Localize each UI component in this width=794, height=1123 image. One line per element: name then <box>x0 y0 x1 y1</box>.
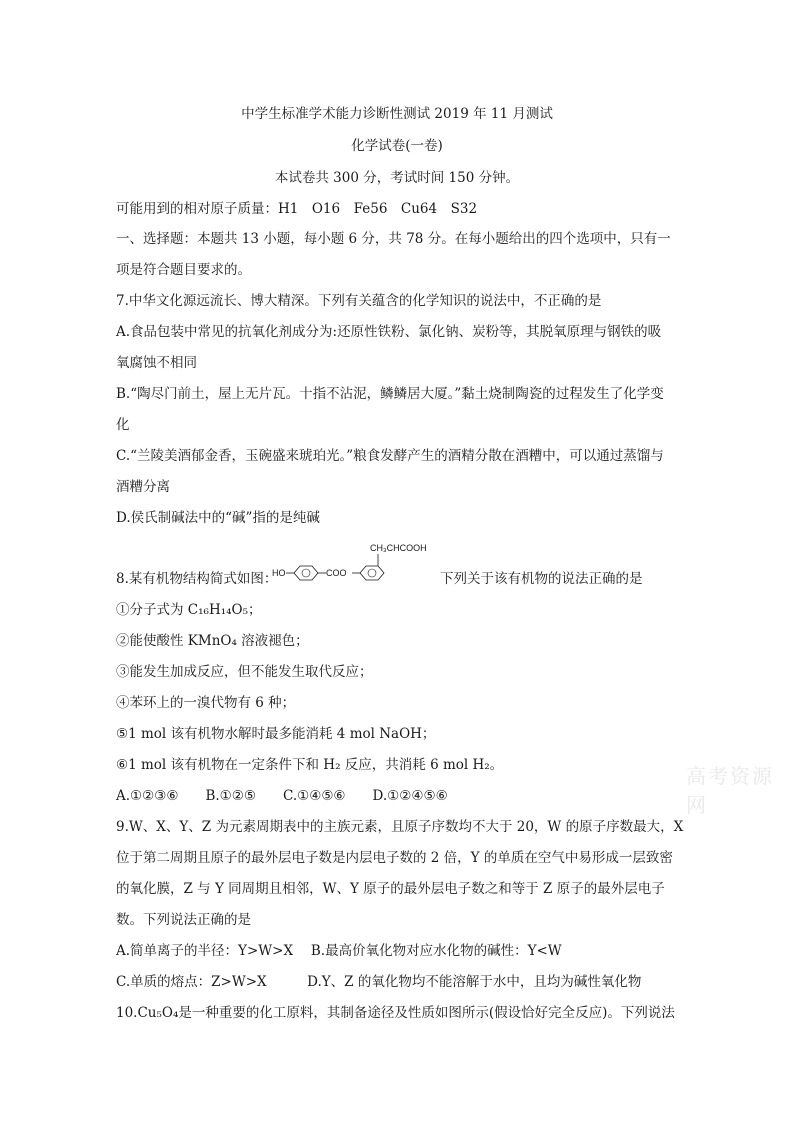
benzene-ring-right <box>360 566 384 580</box>
side-chain-label: CH₃CHCOOH <box>370 543 427 553</box>
ester-group-label: COO <box>326 568 347 578</box>
q7-option-a-1: A.食品包装中常见的抗氧化剂成分为:还原性铁粉、氯化钠、炭粉等，其脱氧原理与钢铁的吸 <box>116 324 662 340</box>
q7-option-b-2: 化 <box>116 417 130 433</box>
q8-options: A.①②③⑥ B.①②⑤ C.①④⑤⑥ D.①②④⑤⑥ <box>116 788 448 804</box>
q8-statement-1: ①分子式为 C₁₆H₁₄O₅； <box>116 602 262 618</box>
watermark: 高考资源网 <box>686 764 774 817</box>
q8-stem-before: 8.某有机物结构简式如图： <box>116 571 278 587</box>
q8-statement-3: ③能发生加成反应，但不能发生取代反应； <box>116 664 373 680</box>
exam-subtitle: 化学试卷(一卷) <box>351 138 443 154</box>
q9-stem-2: 位于第二周期且原子的最外层电子数是内层电子数的 2 倍，Y 的单质在空气中易形成一层致密 <box>116 850 673 866</box>
benzene-ring-left <box>294 566 318 580</box>
q9-stem-4: 数。下列说法正确的是 <box>116 912 251 928</box>
q7-option-c-1: C.“兰陵美酒郁金香，玉碗盛来琥珀光。”粮食发酵产生的酒精分散在酒糟中，可以通过蒸馏与 <box>116 448 664 464</box>
q9-options-ab: A.简单离子的半径：Y>W>X B.最高价氧化物对应水化物的碱性：Y<W <box>116 943 562 959</box>
section-instruction-2: 项是符合题目要求的。 <box>116 262 251 278</box>
exam-title: 中学生标准学术能力诊断性测试 2019 年 11 月测试 <box>241 106 553 122</box>
q7-option-c-2: 酒糟分离 <box>116 479 170 495</box>
q9-options-cd: C.单质的熔点：Z>W>X D.Y、Z 的氧化物均不能溶解于水中，且均为碱性氧化物 <box>116 974 642 990</box>
q7-option-b-1: B.“陶尽门前土，屋上无片瓦。十指不沾泥，鳞鳞居大厦。”黏土烧制陶瓷的过程发生了化学变 <box>116 386 664 402</box>
q9-stem-1: 9.W、X、Y、Z 为元素周期表中的主族元素，且原子序数均不大于 20，W 的原子序数最大，X <box>116 819 684 835</box>
q8-statement-4: ④苯环上的一溴代物有 6 种； <box>116 695 296 711</box>
q8-statement-6: ⑥1 mol 该有机物在一定条件下和 H₂ 反应，共消耗 6 mol H₂。 <box>116 757 504 773</box>
ho-group-label: HO <box>272 568 286 578</box>
q10-stem-1: 10.Cu₅O₄是一种重要的化工原料，其制备途径及性质如图所示(假设恰好完全反应)。下列说法 <box>116 1005 675 1021</box>
q8-stem-after: 下列关于该有机物的说法正确的是 <box>440 571 643 587</box>
exam-info: 本试卷共 300 分，考试时间 150 分钟。 <box>274 170 520 186</box>
q7-stem: 7.中华文化源远流长、博大精深。下列有关蕴含的化学知识的说法中，不正确的是 <box>116 293 602 309</box>
q8-statement-2: ②能使酸性 KMnO₄ 溶液褪色； <box>116 633 309 649</box>
atomic-masses: 可能用到的相对原子质量：H1 O16 Fe56 Cu64 S32 <box>116 201 478 217</box>
structural-formula <box>272 540 442 588</box>
q7-option-a-2: 氧腐蚀不相同 <box>116 355 197 371</box>
q7-option-d: D.侯氏制碱法中的“碱”指的是纯碱 <box>116 510 320 526</box>
section-instruction-1: 一、选择题：本题共 13 小题，每小题 6 分，共 78 分。在每小题给出的四个选项中，只有一 <box>116 231 671 247</box>
q8-statement-5: ⑤1 mol 该有机物水解时最多能消耗 4 mol NaOH； <box>116 726 436 742</box>
q9-stem-3: 的氧化膜，Z 与 Y 同周期且相邻，W、Y 原子的最外层电子数之和等于 Z 原子的最外层电子 <box>116 881 665 897</box>
